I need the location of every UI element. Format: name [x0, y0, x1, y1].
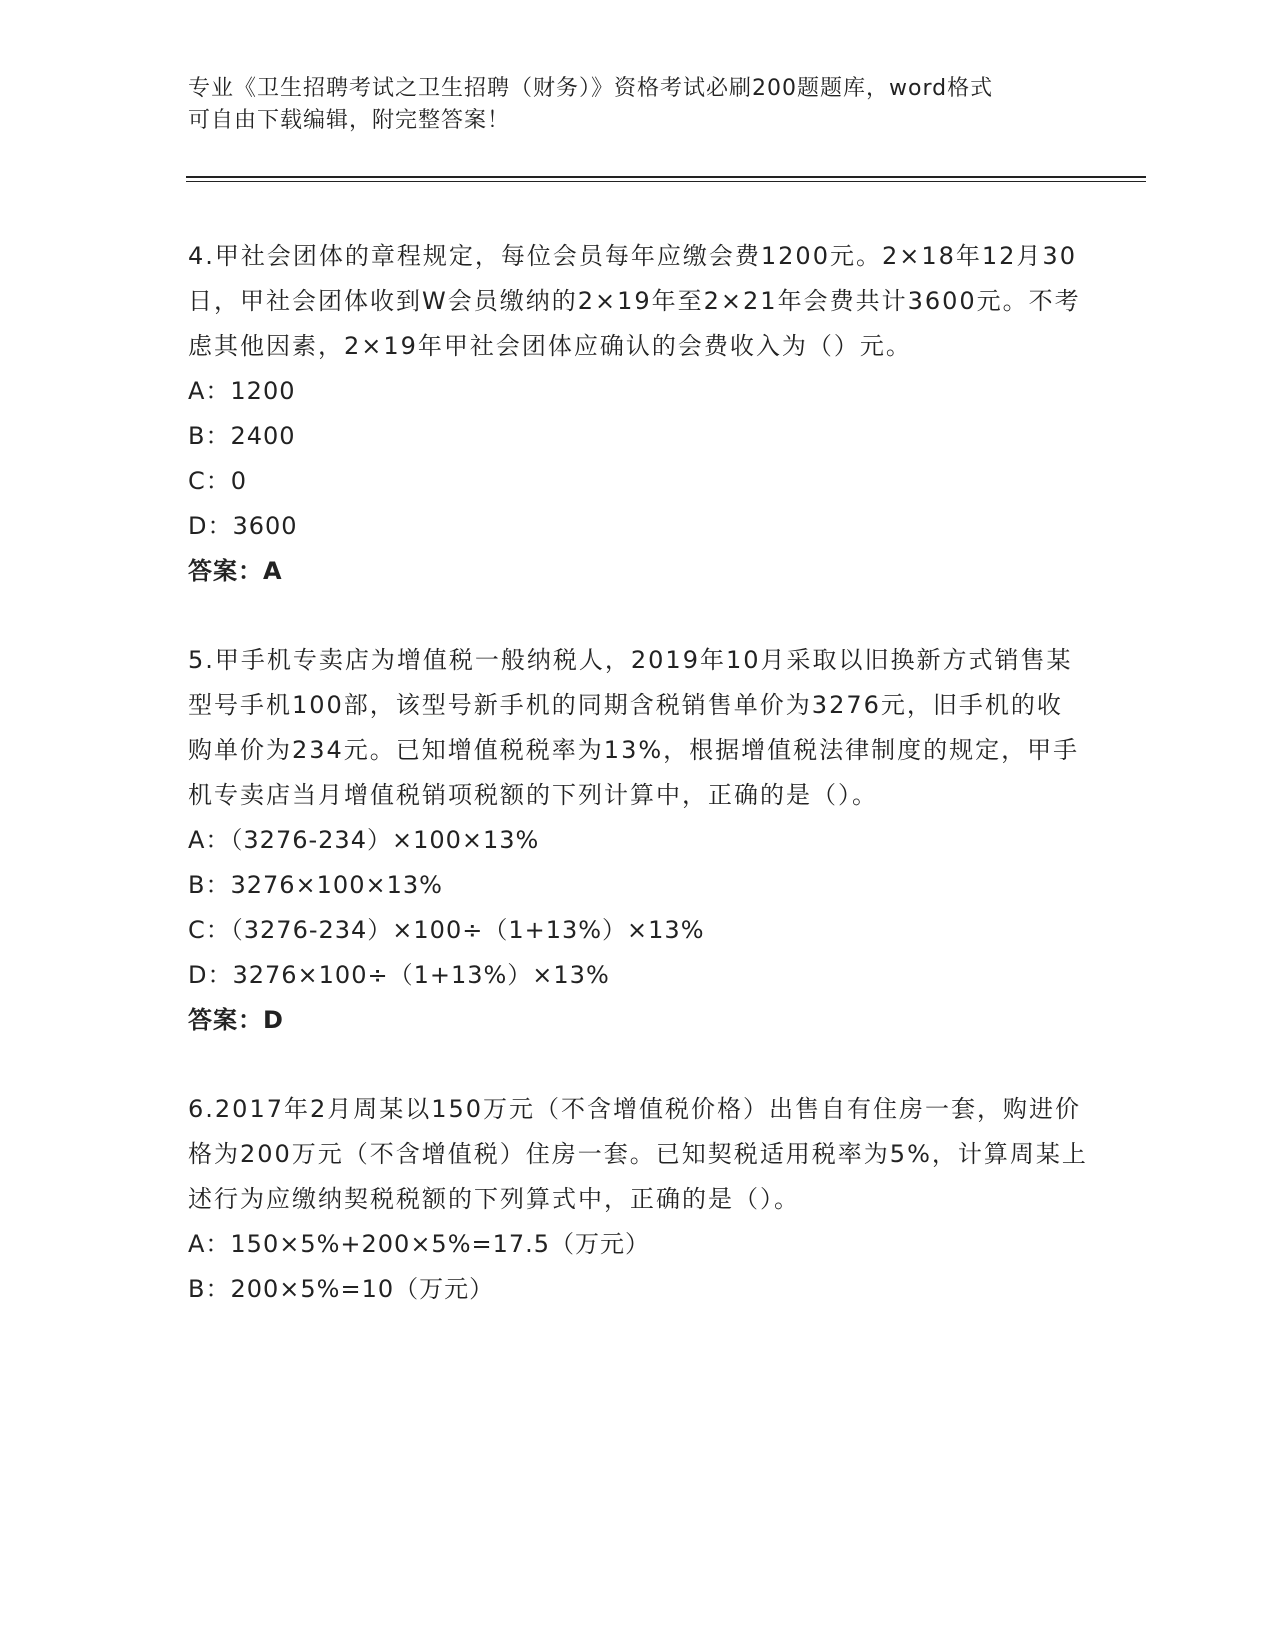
- option-d: D：3600: [188, 512, 298, 540]
- question-list: [188, 234, 1088, 1356]
- option-a: A：（3276-234）×100×13%: [188, 826, 540, 854]
- question-5: [188, 638, 1088, 1043]
- option-b: B：200×5%=10（万元）: [188, 1275, 495, 1303]
- header-divider-thin: [186, 181, 1146, 182]
- answer-label: 答案：A: [188, 557, 283, 585]
- header-divider-thick: [186, 176, 1146, 178]
- header-line-1: 专业《卫生招聘考试之卫生招聘（财务）》资格考试必刷200题题库，word格式: [188, 76, 994, 101]
- question-6: [188, 1087, 1088, 1312]
- option-b: B：3276×100×13%: [188, 871, 443, 899]
- option-b: B：2400: [188, 422, 296, 450]
- option-a: A：150×5%+200×5%=17.5（万元）: [188, 1230, 651, 1258]
- question-4: [188, 234, 1088, 594]
- option-c: C：（3276-234）×100÷（1+13%）×13%: [188, 916, 705, 944]
- header-line-2: 可自由下载编辑，附完整答案！: [188, 108, 511, 133]
- option-a: A：1200: [188, 377, 296, 405]
- question-stem: 5.甲手机专卖店为增值税一般纳税人，2019年10月采取以旧换新方式销售某型号手机100部，该型号新手机的同期含税销售单价为3276元，旧手机的收购单价为234元。已知增值税税率为13%，根据增值税法律制度的规定，甲手机专卖店当月增值税销项税额的下列计算中，正确的是（）。: [188, 646, 1080, 809]
- answer-label: 答案：D: [188, 1006, 284, 1034]
- option-c: C：0: [188, 467, 248, 495]
- question-stem: 6.2017年2月周某以150万元（不含增值税价格）出售自有住房一套，购进价格为200万元（不含增值税）住房一套。已知契税适用税率为5%，计算周某上述行为应缴纳契税税额的下列算式中，正确的是（）。: [188, 1095, 1088, 1213]
- document-header: [188, 73, 1088, 137]
- option-d: D：3276×100÷（1+13%）×13%: [188, 961, 610, 989]
- question-stem: 4.甲社会团体的章程规定，每位会员每年应缴会费1200元。2×18年12月30日，甲社会团体收到W会员缴纳的2×19年至2×21年会费共计3600元。不考虑其他因素，2×19年甲社会团体应确认的会费收入为（）元。: [188, 242, 1081, 360]
